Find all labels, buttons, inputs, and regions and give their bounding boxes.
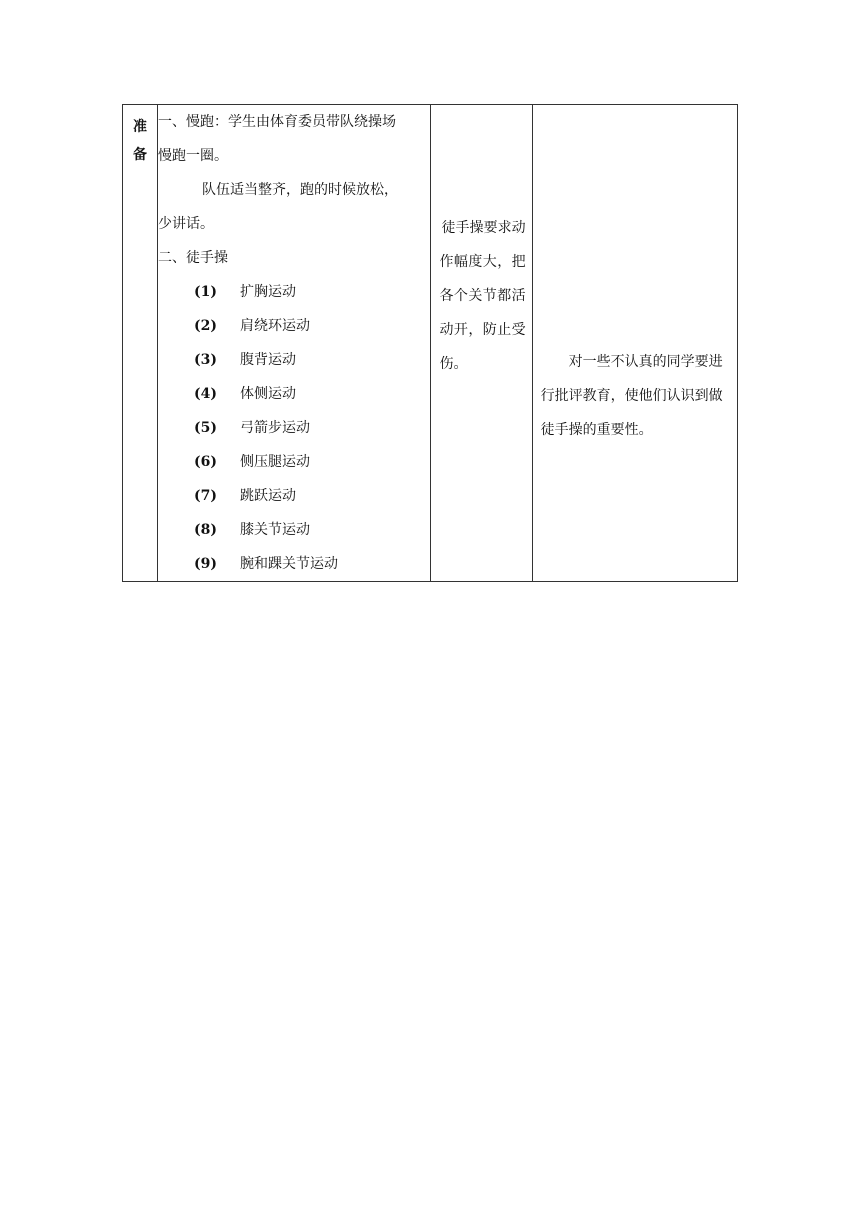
content-line: 一、慢跑：学生由体育委员带队绕操场 (158, 114, 397, 130)
requirements-text: 徒手操要求动作幅度大，把各个关节都活动开，防止受伤。 (439, 220, 526, 372)
item-text: 体侧运动 (240, 386, 297, 402)
item-text: 扩胸运动 (240, 284, 297, 300)
section-label (123, 105, 157, 169)
item-number: (5) (194, 420, 218, 436)
teacher-note-text: 对一些不认真的同学要进行批评教育，使他们认识到做徒手操的重要性。 (540, 354, 723, 438)
content-line: 慢跑一圈。 (158, 148, 229, 164)
teacher-note-cell (532, 105, 737, 582)
item-text: 膝关节运动 (240, 522, 311, 538)
item-text: 跳跃运动 (240, 488, 297, 504)
list-item (158, 411, 430, 445)
section-label-char: 备 (133, 147, 148, 163)
item-number: (7) (194, 488, 218, 504)
content-cell (158, 105, 431, 582)
item-number: (1) (194, 284, 218, 300)
item-number: (9) (194, 556, 218, 572)
item-number: (3) (194, 352, 218, 368)
item-number: (6) (194, 454, 218, 470)
item-text: 侧压腿运动 (240, 454, 311, 470)
item-number: (2) (194, 318, 218, 334)
list-item (158, 275, 430, 309)
requirements-cell (431, 105, 532, 582)
list-item (158, 377, 430, 411)
list-item (158, 309, 430, 343)
list-item (158, 445, 430, 479)
list-item (158, 513, 430, 547)
section-cell (123, 105, 158, 582)
content-line: 少讲话。 (158, 216, 215, 232)
table-row (123, 105, 738, 582)
item-number: (8) (194, 522, 218, 538)
item-text: 腕和踝关节运动 (240, 556, 339, 572)
list-item (158, 547, 430, 581)
item-text: 腹背运动 (240, 352, 297, 368)
content-line: 队伍适当整齐，跑的时候放松， (202, 182, 399, 198)
list-item (158, 343, 430, 377)
lesson-plan-table (122, 104, 738, 582)
content-line: 二、徒手操 (158, 250, 229, 266)
item-number: (4) (194, 386, 218, 402)
section-label-char: 准 (133, 119, 148, 135)
list-item (158, 479, 430, 513)
item-text: 弓箭步运动 (240, 420, 311, 436)
item-text: 肩绕环运动 (240, 318, 311, 334)
